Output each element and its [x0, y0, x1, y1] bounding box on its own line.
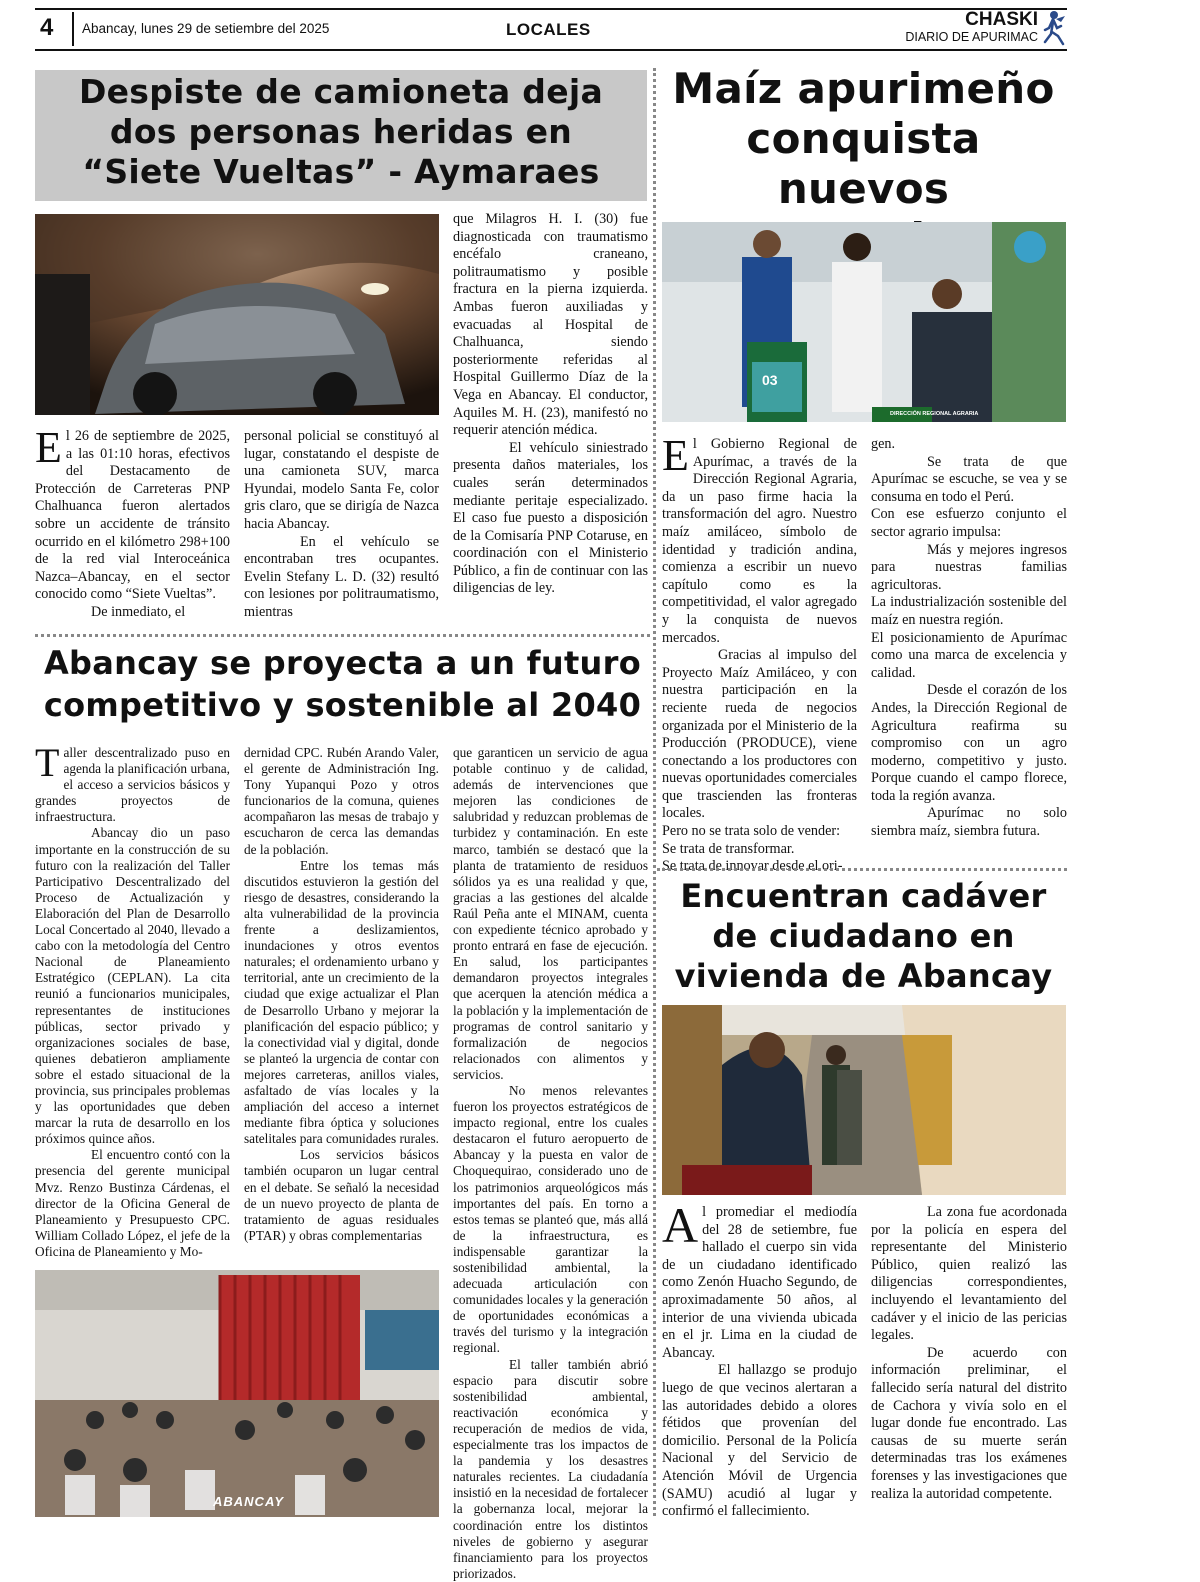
- paragraph: El vehículo siniestrado presenta daños materiales, los cuales serán determinados mediante peritaje especializado. El caso fue puesto a disposición de la Comisaría PNP Cotaruse, en coordinación con el Ministerio Público, a fin de continuar con las diligencias de ley.: [453, 439, 648, 597]
- paragraph: El taller también abrió espacio para discutir sobre sostenibilidad ambiental, reactivación económica y recuperación de medios de vida, especialmente tras los impactos de la pandemia y los desastres naturales recientes. La ciudadanía insistió en la necesidad de fortalecer la gobernanza local, mejorar la coordinación entre los distintos niveles de gobierno y asegurar financiamiento para los proyectos priorizados.: [453, 1356, 648, 1581]
- paragraph: De inmediato, el: [91, 603, 186, 620]
- article2-headline: Abancay se proyecta a un futuro competitivo y sostenible al 2040: [43, 644, 642, 724]
- paragraph: De acuerdo con información preliminar, el fallecido sería natural del distrito de Cachora y vivía solo en el lugar donde fue encontrado. Las causas de su muerte serán determinadas tras los exámenes forenses y las investigaciones que realiza la autoridad competente.: [871, 1344, 1067, 1502]
- page-number: 4: [40, 14, 54, 41]
- article1-column-2: [244, 428, 439, 622]
- article3-column-1: [662, 431, 857, 876]
- paragraph: Desde el corazón de los Andes, la Dirección Regional de Agricultura reafirma su compromiso con un agro moderno, competitivo y justo. Porque cuando el campo florece, toda la región avanza.: [871, 682, 1067, 804]
- article2-column-1: [35, 740, 230, 1260]
- drop-cap: E: [35, 423, 62, 472]
- paragraph: Se trata de que Apurímac se escuche, se vea y se consuma en todo el Perú.: [871, 453, 1067, 505]
- photo-badge: 03: [762, 372, 778, 388]
- paper-name: CHASKI: [965, 9, 1038, 30]
- paragraph: l promediar el mediodía del 28 de setiembre, fue hallado el cuerpo sin vida de un ciudadano identificado como Zenón Huacho Segundo, de aproximadamente 50 años, al interior de una vivienda ubicada en el jr. Lima en la ciudad de Abancay.: [662, 1204, 857, 1361]
- paragraph: dernidad CPC. Rubén Arando Valer, el gerente de Administración Ing. Tony Yupanqui Pozo y otros funcionarios de la comuna, quienes acompañaron las mesas de trabajo y escucharon de cerca las demandas de la población.: [244, 745, 439, 857]
- paragraph: Apurímac no solo siembra maíz, siembra futura.: [871, 805, 1067, 840]
- paragraph: Gracias al impulso del Proyecto Maíz Amiláceo, y con nuestra participación en la reciente rueda de negocios organizada por el Ministerio de la Producción (PRODUCE), viene conectando a los productores con nuevas oportunidades comerciales que trascienden las fronteras locales.: [662, 647, 857, 822]
- section-title: LOCALES: [506, 20, 591, 39]
- drop-cap: E: [662, 431, 689, 480]
- masthead: [880, 10, 1038, 44]
- article4-column-1: [662, 1197, 857, 1521]
- paragraph: que garanticen un servicio de agua potable continuo y de calidad, además de intervenciones que mejoren las condiciones de salubridad y reduzcan problemas de turbidez y contaminación. En este marco, también se destacó que la planta de tratamiento de residuos sólidos ya es una realidad y que, gracias a las gestiones del alcalde Raúl Peña ante el MINAM, cuenta con expediente técnico aprobado y pronto entrará en fase de ejecución. En salud, los participantes demandaron proyectos integrales que acerquen la atención médica a la población y la implementación de programas de control sanitario y formalización de negocios relacionados con alimentos y servicios.: [453, 745, 648, 1082]
- header-date: Abancay, lunes 29 de setiembre del 2025: [82, 21, 330, 36]
- paragraph: personal policial se constituyó al lugar, constatando el despiste de una camioneta SUV, marca Hyundai, modelo Santa Fe, color gris claro, que se dirigía de Nazca hacia Abancay.: [244, 428, 439, 532]
- header-divider: [72, 12, 74, 46]
- paragraph: Entre los temas más discutidos estuvieron la gestión del riesgo de desastres, considerando la alta vulnerabilidad de la provincia frente a deslizamientos, inundaciones y otros eventos naturales; el ordenamiento urbano y territorial, ante un crecimiento de la ciudad que exige actualizar el Plan de Desarrollo Urbano y mejorar la planificación del espacio público; y la conectividad vial y digital, donde se planteó la urgencia de contar con mejores carreteras, anillos viales, asfaltado de vías locales y la ampliación del acceso a internet mediante fibra óptica y soluciones satelitales para comunidades rurales.: [244, 857, 439, 1147]
- article2-column-2: [244, 745, 439, 1244]
- crash-photo: [35, 214, 439, 415]
- paragraph: que Milagros H. I. (30) fue diagnosticada con traumatismo encéfalo craneano, politraumatismo y posible fractura en la pierna izquierda. Ambas fueron auxiliadas y evacuadas al Hospital de Chalhuanca, siendo posteriormente referidas al Hospital Guillermo Díaz de la Vega en Abancay. El conductor, Aquiles M. H. (23), manifestó no requerir atención médica.: [453, 211, 648, 439]
- paragraph: El encuentro contó con la presencia del gerente municipal Mvz. Renzo Bustinza Cárdenas, el director de la Oficina General de Planeamiento y Presupuesto CPC. William Collado López, el jefe de la Oficina de Planeamiento y Mo-: [35, 1147, 230, 1259]
- article3-headline: Maíz apurimeño conquista nuevos: [672, 64, 1055, 213]
- paragraph: No menos relevantes fueron los proyectos estratégicos de impacto regional, entre los cuales destacaron el futuro aeropuerto de Abancay y la puesta en valor de Choquequirao, considerado uno de los patrimonios arqueológicos más importantes del país. En torno a estos temas se planteó que, más allá de la infraestructura, es indispensable garantizar la sostenibilidad ambiental, la adecuada articulación con comunidades locales y la generación de oportunidades económicas a través del turismo y la integración regional.: [453, 1082, 648, 1356]
- text-line: La industrialización sostenible del maíz en nuestra región.: [871, 594, 1067, 628]
- article3-column-2: [871, 436, 1067, 841]
- text-line: Pero no se trata solo de vender:: [662, 823, 841, 840]
- workshop-photo: [35, 1270, 439, 1517]
- article4-column-2: [871, 1204, 1067, 1503]
- text-line: El posicionamiento de Apurímac como una marca de excelencia y calidad.: [871, 629, 1067, 681]
- header-bottom-rule: [35, 49, 1067, 51]
- paragraph: El hallazgo se produjo luego de que vecinos alertaran a las autoridades debido a olores fétidos que provenían del domicilio. Personal de la Policía Nacional y del Servicio de Atención Móvil de Urgencia (SAMU) acudió al lugar y confirmó el fallecimiento.: [662, 1362, 857, 1520]
- section-separator: [657, 868, 1067, 871]
- column-divider: [653, 68, 656, 1516]
- text-line: Se trata de innovar desde el ori-: [662, 858, 843, 875]
- abancay-logo: ABANCAY: [213, 1494, 285, 1509]
- article2-column-3: [453, 745, 648, 1582]
- paragraph: l Gobierno Regional de Apurímac, a través de la Dirección Regional Agraria, da un paso firme hacia la transformación del agro. Nuestro maíz amiláceo, símbolo de identidad y tradición andina, comienza a escribir un nuevo capítulo como es la competitividad, el valor agregado y la conquista de nuevos mercados.: [662, 436, 857, 646]
- paragraph: Abancay dio un paso importante en la construcción de su futuro con la realización del Taller Participativo Descentralizado del Proceso de Actualización y Elaboración del Plan de Desarrollo Local Concertado al 2040, llevado a cabo con la metodología del Centro Nacional de Planeamiento Estratégico (CEPLAN). La cita reunió a funcionarios municipales, representantes de instituciones públicas, sector privado y organizaciones sociales de base, quienes debatieron ampliamente sobre el estado situacional de la provincia, sus principales problemas y las oportunidades que deben marcar la ruta de desarrollo en los próximos quince años.: [35, 825, 230, 1147]
- text-line: Se trata de transformar.: [662, 840, 795, 857]
- paragraph: La zona fue acordonada por la policía en espera del representante del Ministerio Público, quien realizó las diligencias correspondientes, incluyendo el levantamiento del cadáver y el inicio de las pericias legales.: [871, 1204, 1067, 1344]
- paragraph: aller descentralizado puso en agenda la planificación urbana, el acceso a servicios básicos y grandes proyectos de infraestructura.: [35, 745, 230, 825]
- paragraph: Más y mejores ingresos para nuestras familias agricultoras.: [871, 541, 1067, 593]
- maize-fair-photo: [662, 222, 1066, 422]
- article1-column-3: [453, 211, 648, 598]
- article4-headline: Encuentran cadáver de ciudadano en vivienda de Abancay: [674, 877, 1053, 995]
- section-separator: [35, 634, 650, 637]
- alley-photo: [662, 1005, 1066, 1195]
- text-line: gen.: [871, 436, 896, 452]
- chaski-runner-icon: [1041, 10, 1067, 51]
- article1-column-1: [35, 423, 230, 622]
- text-line: Con ese esfuerzo conjunto el sector agrario impulsa:: [871, 506, 1067, 540]
- paper-subtitle: DIARIO DE APURIMAC: [905, 30, 1038, 44]
- paragraph: En el vehículo se encontraban tres ocupantes. Evelin Stefany L. D. (32) resultó con lesiones por politraumatismo, mientras: [244, 533, 439, 620]
- paragraph: Los servicios básicos también ocuparon un lugar central en el debate. Se señaló la necesidad de un nuevo proyecto de planta de tratamiento de aguas residuales (PTAR) y obras complementarias: [244, 1147, 439, 1243]
- drop-cap: T: [35, 740, 60, 785]
- drop-cap: A: [662, 1197, 699, 1253]
- photo-banner: DIRECCIÓN REGIONAL AGRARIA: [890, 411, 979, 417]
- paragraph: l 26 de septiembre de 2025, a las 01:10 horas, efectivos del Destacamento de Protección de Carreteras PNP Chalhuanca fueron alertados sobre un accidente de tránsito ocurrido en el kilómetro 298+100 de la red vial Interoceánica Nazca–Abancay, en el sector conocido como “Siete Vueltas”.: [35, 428, 230, 603]
- article1-headline: Despiste de camioneta deja dos personas heridas en “Siete Vueltas” - Aymaraes: [78, 72, 604, 191]
